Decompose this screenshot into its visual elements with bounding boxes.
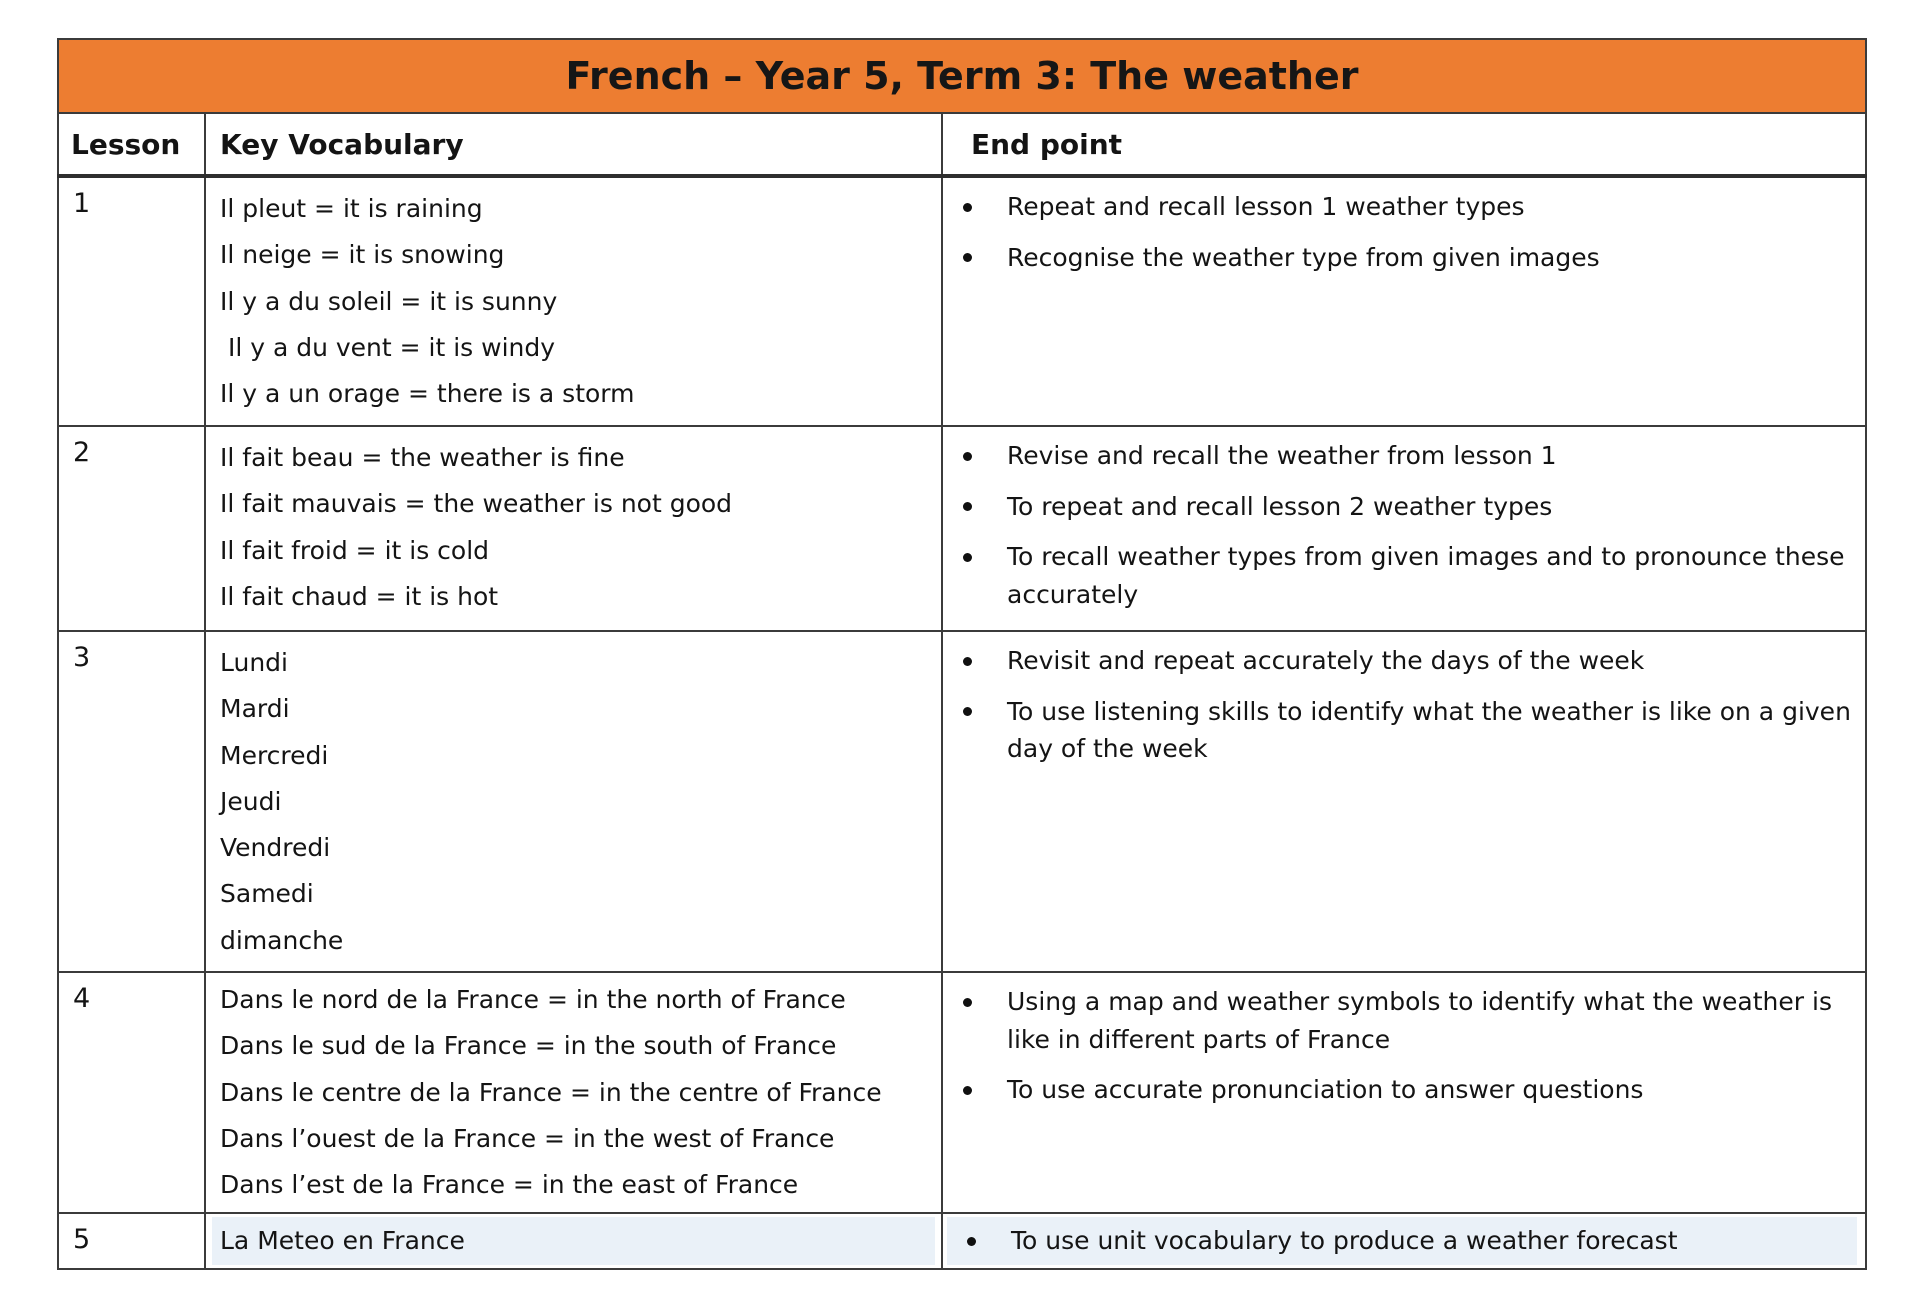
vocabulary-line: Dans l’est de la France = in the east of France <box>220 1170 799 1199</box>
lesson-row-4 <box>58 972 1866 1213</box>
vocabulary-line: Dans le nord de la France = in the north of France <box>220 985 846 1014</box>
vocabulary-line: Il y a du vent = it is windy <box>220 332 556 362</box>
vocabulary-line: Vendredi <box>220 833 331 862</box>
vocabulary-line: Il fait beau = the weather is fine <box>220 443 625 472</box>
lesson-number: 5 <box>58 1213 205 1269</box>
vocabulary-line: Il fait chaud = it is hot <box>220 581 499 611</box>
vocabulary-line: dimanche <box>220 925 344 955</box>
vocabulary-line: Dans le sud de la France = in the south of France <box>220 1031 837 1061</box>
vocabulary-line: Mardi <box>220 694 290 724</box>
end-point-item: To repeat and recall lesson 2 weather types <box>943 488 1853 526</box>
vocabulary-line: Il y a du soleil = it is sunny <box>220 286 558 316</box>
end-point-list <box>943 983 1853 1109</box>
end-point-item: Using a map and weather symbols to identify what the weather is like in different parts of France <box>943 983 1853 1058</box>
vocabulary-line: Mercredi <box>220 740 329 770</box>
end-point-item: Revise and recall the weather from lesson 1 <box>943 437 1853 475</box>
column-header-key-vocabulary: Key Vocabulary <box>205 113 942 176</box>
end-point-item: To recall weather types from given images and to pronounce these accurately <box>943 538 1853 613</box>
vocabulary-line: La Meteo en France <box>212 1217 935 1265</box>
title-row <box>58 39 1866 113</box>
column-header-row <box>58 113 1866 176</box>
end-point-item: To use unit vocabulary to produce a weather forecast <box>947 1222 1857 1260</box>
lesson-row-2 <box>58 426 1866 631</box>
vocabulary-line: Jeudi <box>220 786 282 816</box>
end-point-list <box>943 437 1853 613</box>
vocabulary-line: Il fait mauvais = the weather is not good <box>220 489 733 519</box>
lesson-row-5 <box>58 1213 1866 1269</box>
document-page <box>57 38 1867 1270</box>
key-vocabulary-cell <box>205 1213 942 1269</box>
end-point-list <box>947 1217 1857 1265</box>
end-point-list <box>943 642 1853 768</box>
end-point-cell <box>942 1213 1866 1269</box>
key-vocabulary-cell <box>205 426 942 631</box>
end-point-item: Recognise the weather type from given images <box>943 239 1853 277</box>
end-point-item: To use accurate pronunciation to answer questions <box>943 1071 1853 1109</box>
end-point-item: Revisit and repeat accurately the days of the week <box>943 642 1853 680</box>
end-point-cell <box>942 426 1866 631</box>
lesson-number: 1 <box>58 176 205 426</box>
vocabulary-line: Il fait froid = it is cold <box>220 535 490 565</box>
weather-unit-table <box>57 38 1867 1270</box>
table-body <box>58 176 1866 1269</box>
column-header-end-point: End point <box>942 113 1866 176</box>
lesson-number: 2 <box>58 426 205 631</box>
end-point-item: To use listening skills to identify what the weather is like on a given day of the week <box>943 693 1853 768</box>
key-vocabulary-cell <box>205 631 942 972</box>
table-title: French – Year 5, Term 3: The weather <box>58 39 1866 113</box>
end-point-cell <box>942 972 1866 1213</box>
end-point-cell <box>942 631 1866 972</box>
vocabulary-line: Dans le centre de la France = in the centre of France <box>220 1077 882 1107</box>
end-point-item: Repeat and recall lesson 1 weather types <box>943 188 1853 226</box>
lesson-number: 3 <box>58 631 205 972</box>
key-vocabulary-cell <box>205 972 942 1213</box>
column-header-lesson: Lesson <box>58 113 205 176</box>
end-point-cell <box>942 176 1866 426</box>
vocabulary-line: Lundi <box>220 648 288 677</box>
lesson-number: 4 <box>58 972 205 1213</box>
vocabulary-line: Samedi <box>220 879 314 909</box>
lesson-row-1 <box>58 176 1866 426</box>
lesson-row-3 <box>58 631 1866 972</box>
vocabulary-line: Il y a un orage = there is a storm <box>220 379 635 408</box>
vocabulary-line: Il neige = it is snowing <box>220 240 505 270</box>
end-point-list <box>943 188 1853 276</box>
vocabulary-line: Dans l’ouest de la France = in the west of France <box>220 1123 835 1153</box>
key-vocabulary-cell <box>205 176 942 426</box>
vocabulary-line: Il pleut = it is raining <box>220 194 483 223</box>
